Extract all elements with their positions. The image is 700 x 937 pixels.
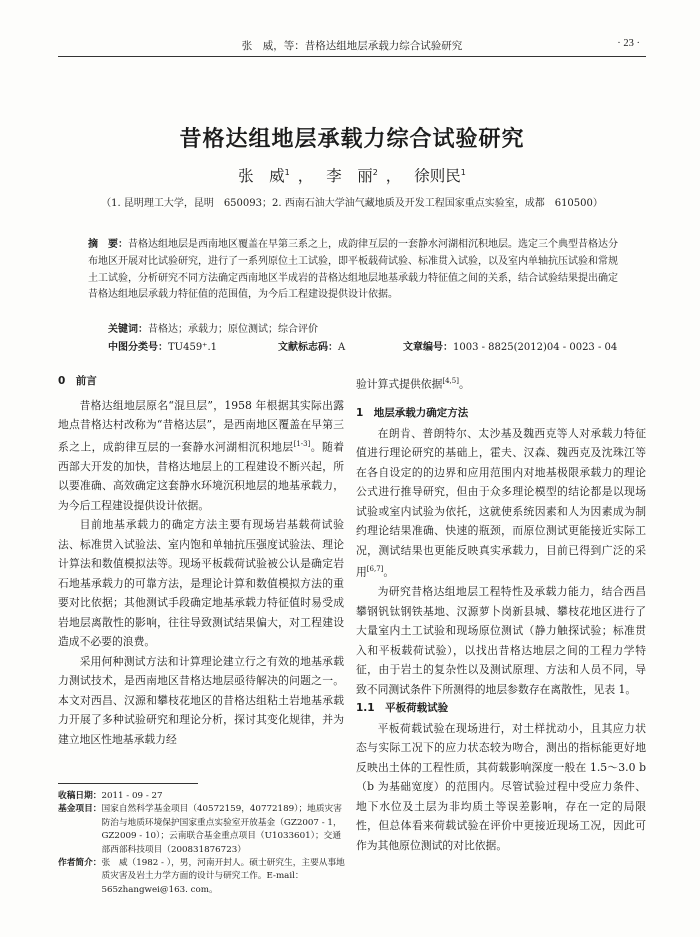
abstract-label: 摘 要： <box>88 239 128 250</box>
author-bio: 作者简介： 张 威（1982 - ），男，河南开封人。硕士研究生，主要从事地质灾害及岩土力学方面的设计与研究工作。E-mail：565zhangwei@163. com。 <box>58 858 345 895</box>
author-name: 李 丽 <box>326 167 373 185</box>
section-heading-1: 1 地层承载力确定方法 <box>356 407 469 420</box>
footnote-rule <box>58 783 198 784</box>
citation: [4,5] <box>442 377 459 385</box>
footnote <box>58 790 346 897</box>
author-name: 徐则民 <box>414 167 461 185</box>
right-column <box>356 372 646 855</box>
fund-info: 基金项目： 国家自然科学基金项目（40572159，40772189）；地质灾害防治与地质环境保护国家重点实验室开放基金（GZ2007 - 1，GZ2009 - 10）；云南联合基金重点项目（U1033601）；交通部西部科技项目（200831876723） <box>58 804 342 855</box>
abstract <box>88 237 618 304</box>
citation: [1-3] <box>293 439 311 448</box>
keywords <box>108 320 618 335</box>
clc-code: 中图分类号：TU459⁺.1 <box>108 342 218 353</box>
left-column <box>58 372 344 749</box>
abstract-text: 昔格达组地层是西南地区覆盖在早第三系之上，成韵律互层的一套静水河湖相沉积地层。选定三个典型昔格达分布地区开展对比试验研究，进行了一系列原位土工试验，即平板载荷试验、标准贯入试验，以及室内单轴抗压试验和常规土工试验，分析研究不同方法确定西南地区半成岩的昔格达组地层地基承载力特征值之间的关系，结合试验结果提出确定昔格达组地层承载力特征值的范围值，为今后工程建设提供设计依据。 <box>88 239 618 301</box>
paper-title: 昔格达组地层承载力综合试验研究 <box>179 127 525 152</box>
body-paragraph: 为研究昔格达组地层工程特性及承载力能力，结合西昌攀钢钒钛钢铁基地、汉源萝卜岗新县城、攀枝花地区进行了大量室内土工试验和现场原位测试（静力触探试验；标准贯入和平板载荷试验），以找出昔格达地层之间的工程力学特征，由于岩土的复杂性以及测试原理、方法和人员不同，导致不同测试条件下所测得的地层参数存在离散性，见表 1。 <box>356 585 646 696</box>
running-title: 张 威，等：昔格达组地层承载力综合试验研究 <box>241 40 463 52</box>
keywords-label: 关键词： <box>108 324 148 335</box>
author-line: 张 威$^1$ ， 李 丽$^2$ ， 徐则民$^1$ <box>238 167 466 185</box>
running-header <box>58 34 646 54</box>
body-paragraph: 平板荷载试验在现场进行，对土样扰动小，且其应力状态与实际工况下的应力状态较为吻合，测出的指标能更好地反映出土体的工程性质，其荷载影响深度一般在 1.5～3.0 b（b 为基础宽度）的范围内。尽管试验过程中受应力条件、地下水位及土层为非均质土等误差影响，存在一定的局限性，但总体看来荷载试验在评价中更接近现场工况，因此可作为其他原位测试的对比依据。 <box>356 721 646 852</box>
body-paragraph: 昔格达组地层原名“混旦层”，1958 年根据其实际出露地点昔格达村改称为“昔格达层”，是西南地区覆盖在早第三系之上，成韵律互层的一套静水河湖相沉积地层[1-3]。随着西部大开发的加快，昔格达地层上的工程建设不断兴起，所以要准确、高效确定这套静水环境沉积地层的地基承载力，为今后工程建设提供设计依据。 <box>58 398 345 512</box>
keywords-text: 昔格达；承载力；原位测试；综合评价 <box>148 324 318 335</box>
article-number: 文章编号：1003 - 8825(2012)04 - 0023 - 04 <box>403 342 618 353</box>
header-rule <box>58 56 646 57</box>
section-heading-0: 0 前言 <box>58 375 97 387</box>
citation: [6,7] <box>366 565 384 574</box>
document-code: 文献标志码：A <box>278 342 346 353</box>
body-paragraph: 在朗肯、普朗特尔、太沙基及魏西克等人对承载力特征值进行理论研究的基础上，霍夫、汉森、魏西克及沈珠江等在各自设定的的边界和应用范围内对地基极限承载力的理论公式进行推导研究，但由于众多理论模型的结论都是以现场试验或室内试验为依托，这就使系统因素和人为因素成为制约理论结果准确、快速的瓶颈，而原位测试更能接近实际工况，测试结果也更能反映真实承载力，目前已得到广泛的采用[6,7]。 <box>356 426 646 579</box>
received-date: 收稿日期： 2011 - 09 - 27 <box>58 791 163 801</box>
affiliations: （1. 昆明理工大学，昆明 650093；2. 西南石油大学油气藏地质及开发工程国家重点实验室，成都 610500） <box>101 198 603 209</box>
author-name: 张 威 <box>238 167 285 185</box>
author-affil-mark: 2 <box>372 167 378 177</box>
body-paragraph: 目前地基承载力的确定方法主要有现场岩基载荷试验法、标准贯入试验法、室内饱和单轴抗压强度试验法、理论计算法和数值模拟法等。现场平板载荷试验被公认是确定岩石地基承载力的可靠方法，是理论计算和数值模拟方法的重要对比依据；其他测试手段确定地基承载力特征值时易受成岩地层离散性的影响，往往导致测试结果偏大，对工程建设造成不必要的浪费。 <box>58 518 344 649</box>
classification-row <box>108 338 628 354</box>
body-paragraph: 采用何种测试方法和计算理论建立行之有效的地基承载力测试技术，是西南地区昔格达地层亟待解决的问题之一。本文对西昌、汉源和攀枝花地区的昔格达组粘土岩地基承载力开展了多种试验研究和理论分析，探讨其变化规律，并为建立地区性地基承载力经 <box>58 654 344 746</box>
author-affil-mark: 1 <box>284 167 290 177</box>
section-heading-1-1: 1.1 平板荷载试验 <box>356 702 449 715</box>
author-affil-mark: 1 <box>460 167 466 177</box>
body-paragraph: 验计算式提供依据[4,5]。 <box>356 377 470 391</box>
page-number: · 23 · <box>617 38 640 49</box>
